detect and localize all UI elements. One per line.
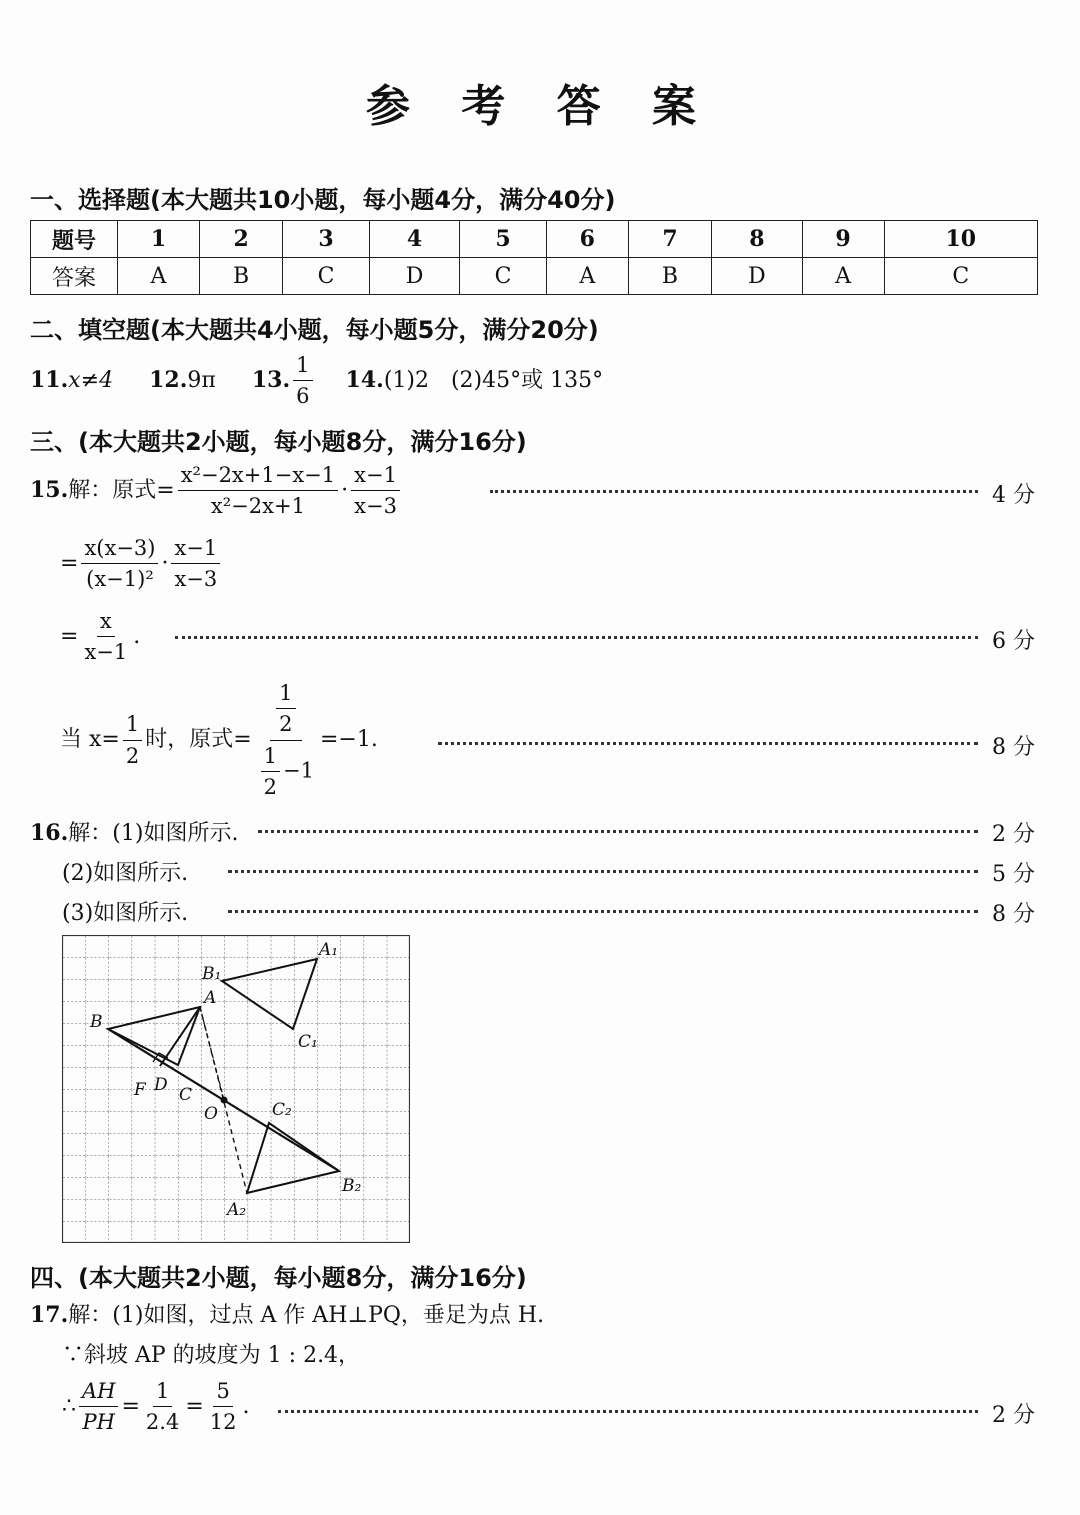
- grid-figure: [62, 935, 410, 1243]
- equals-sign: =: [60, 623, 79, 649]
- fraction-denominator: 12: [209, 1410, 237, 1435]
- fraction-numerator: 1: [153, 1378, 172, 1407]
- q15-fraction2: [351, 462, 400, 520]
- question-number: 10: [884, 221, 1037, 258]
- q17-fraction1: [79, 1378, 118, 1436]
- label-a2: A₂: [227, 1200, 247, 1220]
- inner-fraction: [276, 680, 295, 738]
- q16-figure: [62, 935, 410, 1243]
- q11-number: 11.: [30, 366, 69, 393]
- dotted-leader: [228, 870, 978, 873]
- answer-cell: A: [546, 258, 628, 295]
- period: .: [133, 623, 141, 649]
- point-o: [221, 1097, 228, 1104]
- q17-text1: 解：(1)如图，过点 A 作 AH⊥PQ，垂足为点 H.: [68, 1303, 545, 1328]
- score-label: 2 分: [992, 1403, 1035, 1428]
- q15-fraction3: [81, 535, 158, 593]
- q12-number: 12.: [149, 366, 188, 393]
- q17-fraction2: [143, 1378, 182, 1436]
- q15-line2: [60, 535, 223, 593]
- label-b1: B₁: [202, 964, 222, 984]
- label-a: A: [204, 988, 217, 1008]
- dotted-leader: [278, 1410, 978, 1413]
- fraction-denominator: 2: [263, 774, 278, 799]
- q13-number: 13.: [251, 366, 291, 393]
- fraction-denominator: (x−1)²: [86, 567, 154, 592]
- complex-fraction: [255, 680, 317, 800]
- fraction-numerator: 1: [293, 352, 312, 381]
- fraction-denominator: PH: [82, 1410, 115, 1435]
- multiply-dot: ·: [161, 550, 169, 576]
- fraction-denominator: 2.4: [145, 1410, 180, 1435]
- fraction-numerator: 5: [213, 1378, 232, 1407]
- q15-fraction5: [81, 608, 130, 666]
- label-f: F: [134, 1080, 146, 1100]
- q17-line3: ∴ $\frac{AH}{PH}$ = $\frac{1}{2.4}$ = $\frac{5}{12}$ .: [62, 1379, 250, 1435]
- number-row-label: 题号: [31, 221, 118, 258]
- q17-line1: [30, 1298, 544, 1329]
- dotted-leader: [228, 910, 978, 913]
- fraction-denominator: x−1: [84, 640, 128, 665]
- fraction-numerator: AH: [79, 1378, 118, 1407]
- fraction-numerator: 1: [123, 711, 142, 740]
- label-a1: A₁: [319, 940, 339, 960]
- q17-fraction3: [207, 1378, 240, 1436]
- answer-cell: B: [628, 258, 711, 295]
- answer-cell: C: [283, 258, 370, 295]
- q12-answer: 9π: [187, 367, 216, 393]
- therefore-sign: ∴: [62, 1393, 76, 1419]
- q14-answer: (1)2 (2)45°或 135°: [383, 367, 604, 393]
- half-fraction: [123, 711, 142, 769]
- grid-background: [63, 936, 410, 1243]
- dotted-leader: [490, 490, 978, 493]
- score-label: 8 分: [992, 902, 1035, 927]
- label-b2: B₂: [342, 1176, 362, 1196]
- fraction-denominator: x²−2x+1: [210, 494, 305, 519]
- dotted-leader: [258, 830, 978, 833]
- answer-cell: A: [802, 258, 884, 295]
- answer-table-answer-row: [31, 258, 1038, 295]
- result: =−1.: [320, 727, 378, 752]
- question-number: 9: [802, 221, 884, 258]
- q16-line1: [30, 816, 238, 847]
- question-number: 3: [283, 221, 370, 258]
- fraction-numerator: x(x−3): [81, 535, 158, 564]
- score-label: 2 分: [992, 822, 1035, 847]
- when-text: 当 x=: [60, 727, 120, 752]
- fraction-numerator: 1: [261, 743, 280, 772]
- q16-part2: (2)如图所示.: [62, 861, 189, 886]
- label-c1: C₁: [298, 1032, 318, 1052]
- section3-heading: 三、(本大题共2小题，每小题8分，满分16分): [30, 428, 527, 456]
- label-b: B: [90, 1012, 103, 1032]
- answer-row-label: 答案: [31, 258, 118, 295]
- q16-part3: (3)如图所示.: [62, 901, 189, 926]
- question-number: 2: [199, 221, 282, 258]
- q15-intro: 解：原式=: [68, 477, 175, 503]
- answer-cell: D: [712, 258, 802, 295]
- answer-cell: C: [884, 258, 1037, 295]
- answer-cell: C: [460, 258, 547, 295]
- fraction-numerator: x−1: [351, 462, 400, 491]
- score-label: 4 分: [992, 483, 1035, 508]
- q17-label: 17.: [30, 1302, 69, 1328]
- fraction-denominator: x−3: [354, 494, 397, 519]
- label-d: D: [154, 1075, 168, 1095]
- fraction-denominator: 6: [296, 384, 310, 409]
- q13-fraction: [293, 352, 312, 410]
- answer-table: [30, 220, 1038, 295]
- answer-cell: B: [199, 258, 282, 295]
- fraction-numerator: x²−2x+1−x−1: [178, 462, 338, 491]
- fraction-numerator: x−1: [171, 535, 220, 564]
- page-title: 参 考 答 案: [366, 81, 714, 132]
- multiply-dot: ·: [341, 477, 349, 503]
- fill-in-answers: [30, 352, 603, 410]
- question-number: 6: [546, 221, 628, 258]
- q15-fraction1: [178, 462, 338, 520]
- answer-cell: D: [369, 258, 459, 295]
- equals-sign: =: [60, 550, 79, 576]
- question-number: 7: [628, 221, 711, 258]
- q16-part1: 解：(1)如图所示.: [68, 821, 239, 846]
- dotted-leader: [175, 636, 978, 639]
- question-number: 4: [369, 221, 459, 258]
- question-number: 5: [460, 221, 547, 258]
- fraction-denominator: x−3: [174, 567, 218, 592]
- fraction-numerator: 1: [276, 680, 295, 709]
- q14-number: 14.: [345, 366, 384, 393]
- fraction-numerator: x: [97, 608, 115, 637]
- score-label: 5 分: [992, 862, 1035, 887]
- q15-line4: [60, 680, 378, 800]
- score-label: 6 分: [992, 629, 1035, 654]
- dotted-leader: [438, 742, 978, 745]
- minus-one: −1: [283, 757, 314, 782]
- q16-label: 16.: [30, 820, 69, 846]
- answer-table-number-row: [31, 221, 1038, 258]
- when-text-2: 时，原式=: [145, 727, 252, 752]
- complex-numerator: [270, 680, 301, 741]
- score-label: 8 分: [992, 735, 1035, 760]
- q15-line3: [60, 608, 140, 666]
- complex-denominator: [255, 741, 317, 801]
- fraction-denominator: 2: [125, 743, 140, 768]
- q11-answer: x≠4: [68, 367, 114, 393]
- fraction-denominator: 2: [279, 712, 293, 737]
- q15-label: 15.: [30, 476, 69, 503]
- q15-line1: [30, 462, 403, 520]
- question-number: 1: [118, 221, 200, 258]
- label-c2: C₂: [272, 1100, 292, 1120]
- label-o: O: [204, 1104, 218, 1124]
- answer-cell: A: [118, 258, 200, 295]
- question-number: 8: [712, 221, 802, 258]
- section2-heading: 二、填空题(本大题共4小题，每小题5分，满分20分): [30, 316, 599, 344]
- section4-heading: 四、(本大题共2小题，每小题8分，满分16分): [30, 1264, 527, 1292]
- q15-fraction4: [171, 535, 220, 593]
- inner-fraction: [261, 743, 280, 801]
- section1-heading: 一、选择题(本大题共10小题，每小题4分，满分40分): [30, 186, 616, 214]
- label-c: C: [179, 1085, 193, 1105]
- q17-line2: ∵斜坡 AP 的坡度为 1 : 2.4，: [62, 1343, 361, 1368]
